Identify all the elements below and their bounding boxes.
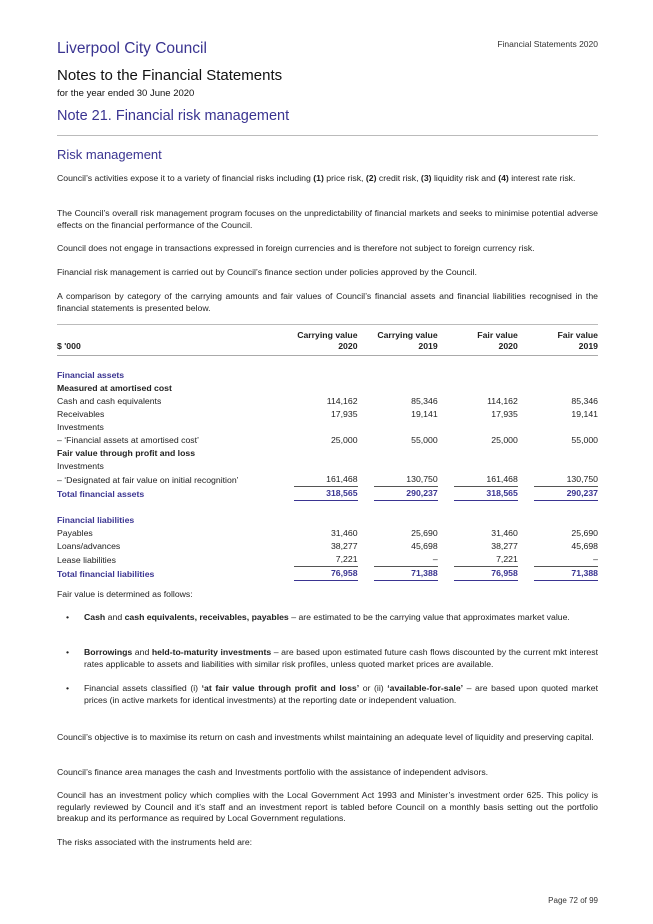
fair-value-bullets (66, 647, 598, 670)
notes-title: Notes to the Financial Statements (57, 67, 283, 84)
paragraph-objective: Council’s objective is to maximise its return on cash and investments whilst maintaining an adequate level of liquidity and preserving capital. (57, 732, 594, 742)
page-number: Page 72 of 99 (548, 896, 598, 905)
paragraph-risks-held: The risks associated with the instruments held are: (57, 837, 253, 847)
paragraph-finance-section: Financial risk management is carried out by Council’s finance section under policies approved by the Council. (57, 267, 477, 277)
table-row: Investments (57, 461, 104, 471)
table-row: – ‘Financial assets at amortised cost’ 25,000 55,000 25,000 55,000 (57, 435, 598, 445)
fair-value-intro: Fair value is determined as follows: (57, 589, 193, 599)
paragraph-foreign-currency: Council does not engage in transactions expressed in foreign currencies and is therefore not subject to foreign currency risk. (57, 243, 535, 253)
table-row: Receivables 17,935 19,141 17,935 19,141 (57, 409, 598, 419)
column-header: Carrying value 2020 (277, 330, 357, 356)
table-header-row (57, 330, 598, 356)
section-row: Financial liabilities (57, 515, 135, 525)
paragraph-risks: Council’s activities expose it to a variety of financial risks including (1) price risk, (2) credit risk, (3) liquidity risk and (4) interest rate risk. (57, 173, 576, 183)
header-divider (57, 135, 598, 136)
financial-instruments-table (57, 330, 598, 581)
reporting-period: for the year ended 30 June 2020 (57, 88, 195, 99)
table-row: Lease liabilities 7,221 – 7,221 – (57, 553, 598, 567)
paragraph-comparison: A comparison by category of the carrying amounts and fair values of Council’s financial assets and financial liabilities recognised in the financial statements is presented below. (57, 291, 598, 313)
table-top-rule (57, 324, 598, 325)
table-row: Loans/advances 38,277 45,698 38,277 45,698 (57, 541, 598, 551)
table-row: Investments (57, 422, 104, 432)
note-title: Note 21. Financial risk management (57, 108, 290, 124)
council-name: Liverpool City Council (57, 40, 207, 57)
list-item: • Financial assets classified (i) ‘at fair value through profit and loss’ or (ii) ‘available-for-sale’ – are based upon quoted market prices (in active markets for identical investments) at the reporting date or independent valuation. (66, 683, 598, 705)
total-row: Total financial liabilities 76,958 71,388 76,958 71,388 (57, 567, 598, 581)
table-row: Cash and cash equivalents 114,162 85,346 114,162 85,346 (57, 396, 598, 406)
list-item: • Cash and cash equivalents, receivables, payables – are estimated to be the carrying value that approximates market value. (66, 612, 570, 622)
column-header: Fair value 2020 (438, 330, 518, 356)
column-header: Carrying value 2019 (358, 330, 438, 356)
table-row: Payables 31,460 25,690 31,460 25,690 (57, 528, 598, 538)
table-row: – ‘Designated at fair value on initial recognition’ 161,468 130,750 161,468 130,750 (57, 473, 598, 487)
subsection-row: Measured at amortised cost (57, 383, 172, 393)
fair-value-bullets (66, 683, 598, 706)
paragraph-investment-policy: Council has an investment policy which complies with the Local Government Act 1993 and Minister’s investment order 625. This policy is regularly reviewed by Council and it’s staff and an investment report is tabled before Council on a monthly basis setting out the portfolio breakup and its performance as required by Local Government regulations. (57, 790, 598, 823)
total-row: Total financial assets 318,565 290,237 318,565 290,237 (57, 487, 598, 501)
paragraph-advisors: Council’s finance area manages the cash and Investments portfolio with the assistance of independent advisors. (57, 767, 489, 777)
column-header: Fair value 2019 (518, 330, 598, 356)
header-document-title: Financial Statements 2020 (497, 39, 598, 49)
fair-value-bullets (66, 612, 598, 624)
section-row: Financial assets (57, 370, 125, 380)
list-item: • Borrowings and held-to-maturity investments – are based upon estimated future cash flows discounted by the current mkt interest rates applicable to assets and liabilities with similar risk profiles, unless quoted market prices are available. (66, 647, 598, 669)
section-heading: Risk management (57, 147, 162, 162)
unit-header: $ '000 (57, 330, 277, 356)
subsection-row: Fair value through profit and loss (57, 448, 196, 458)
paragraph-program: The Council’s overall risk management program focuses on the unpredictability of financial markets and seeks to minimise potential adverse effects on the financial performance of the Council. (57, 208, 598, 230)
